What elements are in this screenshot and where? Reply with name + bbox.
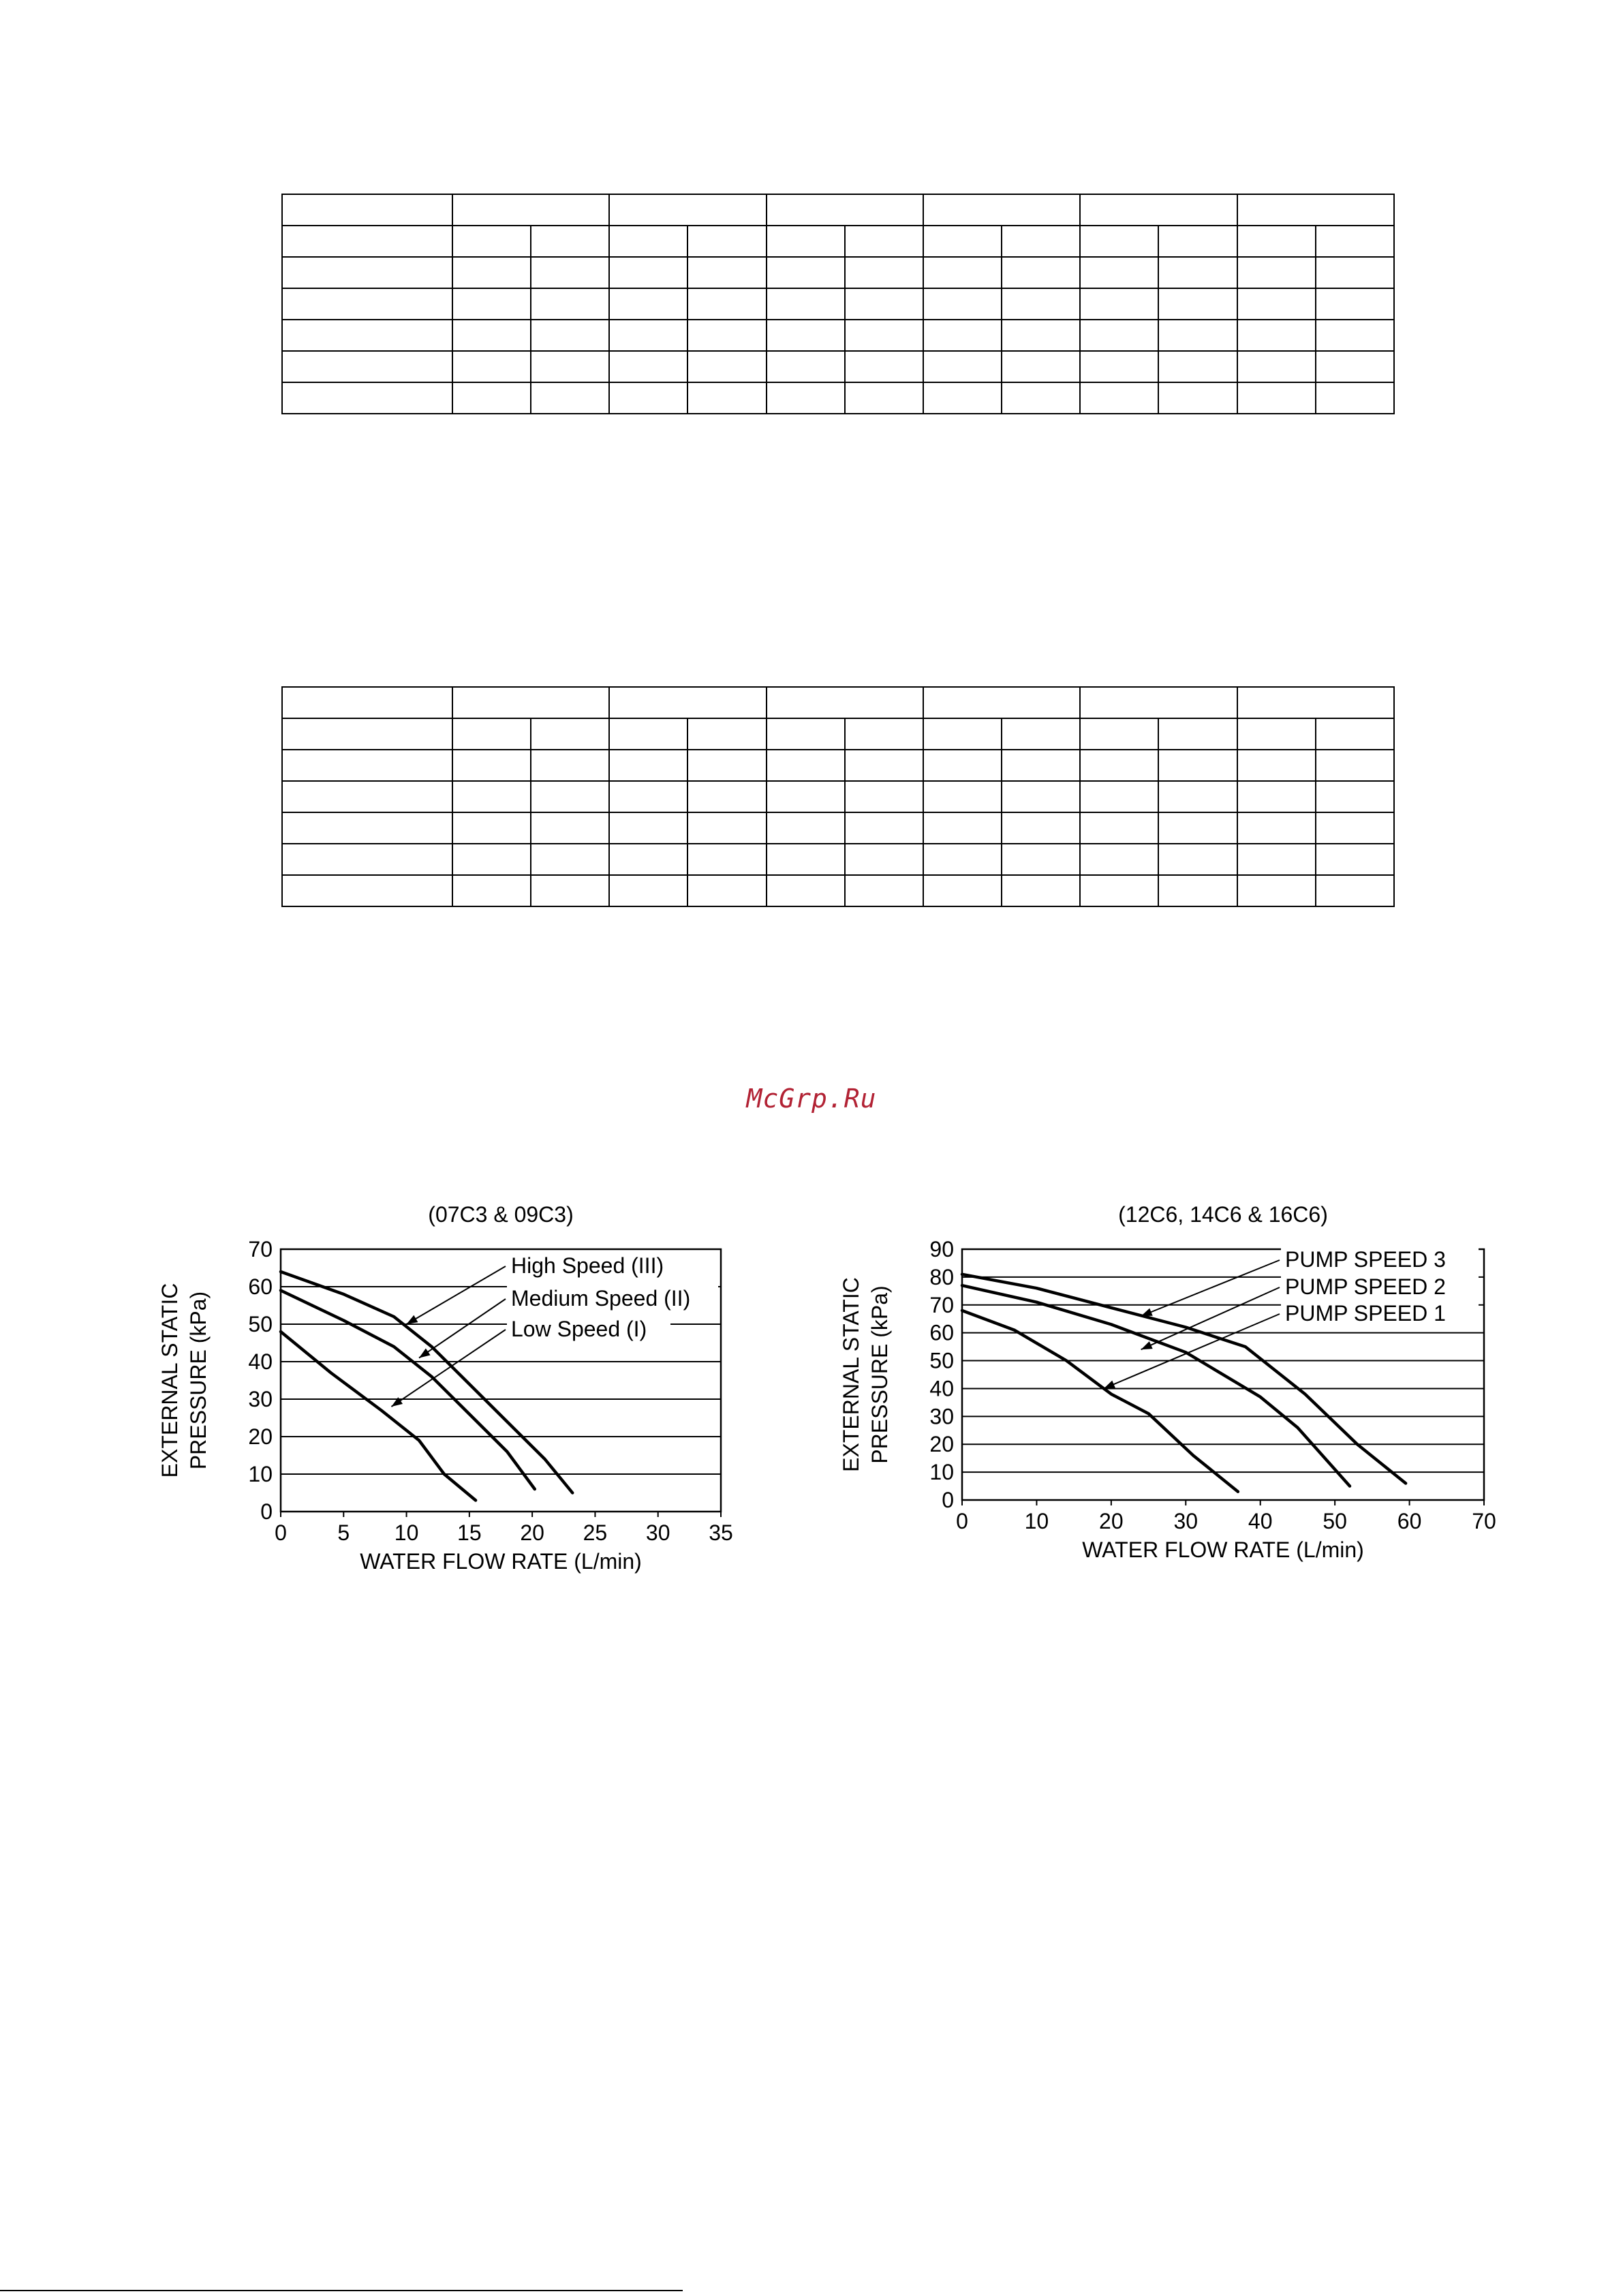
legend-arrowhead bbox=[419, 1349, 431, 1358]
y-tick-label: 10 bbox=[929, 1460, 954, 1485]
table-cell bbox=[282, 351, 452, 382]
table-cell bbox=[282, 257, 452, 288]
table-cell bbox=[687, 288, 766, 320]
table-cell bbox=[531, 844, 609, 875]
pressure-chart-07c3-09c3 bbox=[136, 1179, 784, 1574]
table-cell bbox=[531, 320, 609, 351]
table-cell bbox=[1316, 382, 1394, 414]
table-cell bbox=[1080, 320, 1158, 351]
table-cell bbox=[531, 781, 609, 812]
table-cell bbox=[1316, 844, 1394, 875]
table-cell bbox=[609, 718, 687, 750]
table-cell bbox=[1158, 320, 1237, 351]
footer-rule bbox=[0, 2290, 683, 2291]
table-cell bbox=[1316, 226, 1394, 257]
table-cell bbox=[845, 844, 923, 875]
table-cell bbox=[609, 781, 687, 812]
x-axis-label: WATER FLOW RATE (L/min) bbox=[360, 1549, 642, 1574]
table-cell bbox=[1316, 288, 1394, 320]
legend-label: Low Speed (I) bbox=[511, 1317, 647, 1341]
table-cell bbox=[1316, 812, 1394, 844]
table-cell bbox=[282, 781, 452, 812]
table-cell bbox=[767, 257, 845, 288]
table-cell bbox=[282, 875, 452, 906]
table-cell bbox=[767, 781, 845, 812]
table-cell bbox=[1316, 718, 1394, 750]
table-cell bbox=[1237, 812, 1316, 844]
table-cell bbox=[845, 288, 923, 320]
table-cell bbox=[687, 812, 766, 844]
x-tick-label: 10 bbox=[394, 1520, 419, 1545]
table-cell bbox=[609, 257, 687, 288]
table-cell bbox=[282, 812, 452, 844]
table-row bbox=[282, 781, 1394, 812]
x-tick-label: 20 bbox=[1099, 1509, 1124, 1533]
table-cell bbox=[767, 226, 845, 257]
y-tick-label: 90 bbox=[929, 1237, 954, 1261]
table-cell bbox=[531, 750, 609, 781]
table-cell bbox=[1316, 750, 1394, 781]
data-table-1 bbox=[281, 194, 1395, 414]
table-cell bbox=[282, 194, 452, 226]
table-cell bbox=[531, 257, 609, 288]
table-cell bbox=[1002, 875, 1080, 906]
table-cell bbox=[687, 718, 766, 750]
table-cell bbox=[767, 194, 923, 226]
table-cell bbox=[609, 351, 687, 382]
table-cell bbox=[531, 382, 609, 414]
table-cell bbox=[923, 194, 1080, 226]
y-axis-label: PRESSURE (kPa) bbox=[186, 1291, 211, 1470]
table-cell bbox=[1237, 750, 1316, 781]
table-cell bbox=[1002, 226, 1080, 257]
table-cell bbox=[845, 226, 923, 257]
x-tick-label: 0 bbox=[275, 1520, 287, 1545]
x-tick-label: 10 bbox=[1024, 1509, 1049, 1533]
x-tick-label: 30 bbox=[1173, 1509, 1199, 1533]
legend-label: Medium Speed (II) bbox=[511, 1286, 691, 1311]
chart-title: (12C6, 14C6 & 16C6) bbox=[1118, 1202, 1328, 1227]
table-cell bbox=[1316, 781, 1394, 812]
table-cell bbox=[1158, 844, 1237, 875]
y-tick-label: 80 bbox=[929, 1264, 954, 1289]
x-tick-label: 5 bbox=[337, 1520, 350, 1545]
table-cell bbox=[452, 844, 531, 875]
table-cell bbox=[1002, 718, 1080, 750]
table-cell bbox=[1237, 875, 1316, 906]
y-tick-label: 20 bbox=[248, 1424, 273, 1449]
table-row bbox=[282, 718, 1394, 750]
x-tick-label: 50 bbox=[1323, 1509, 1347, 1533]
table-row bbox=[282, 750, 1394, 781]
chart-title: (07C3 & 09C3) bbox=[428, 1202, 574, 1227]
table-cell bbox=[1316, 351, 1394, 382]
table-cell bbox=[452, 750, 531, 781]
table-cell bbox=[923, 718, 1002, 750]
table-cell bbox=[609, 812, 687, 844]
table-cell bbox=[1080, 875, 1158, 906]
table-cell bbox=[1080, 288, 1158, 320]
y-tick-label: 30 bbox=[248, 1387, 273, 1411]
table-cell bbox=[1080, 382, 1158, 414]
table-cell bbox=[687, 351, 766, 382]
table-cell bbox=[1237, 382, 1316, 414]
table-cell bbox=[1002, 812, 1080, 844]
table-cell bbox=[1002, 382, 1080, 414]
legend-label: PUMP SPEED 2 bbox=[1285, 1274, 1446, 1299]
table-cell bbox=[609, 750, 687, 781]
table-cell bbox=[687, 320, 766, 351]
table-cell bbox=[1002, 320, 1080, 351]
x-tick-label: 15 bbox=[457, 1520, 482, 1545]
y-axis-label: EXTERNAL STATIC bbox=[157, 1283, 182, 1478]
table-cell bbox=[609, 226, 687, 257]
table-cell bbox=[1158, 382, 1237, 414]
table-cell bbox=[1080, 844, 1158, 875]
y-tick-label: 50 bbox=[248, 1312, 273, 1336]
table-cell bbox=[767, 320, 845, 351]
legend-leader bbox=[1141, 1260, 1280, 1316]
table-cell bbox=[923, 781, 1002, 812]
table-row bbox=[282, 844, 1394, 875]
table-cell bbox=[1080, 194, 1237, 226]
table-cell bbox=[923, 812, 1002, 844]
table-cell bbox=[1002, 844, 1080, 875]
table-cell bbox=[1158, 812, 1237, 844]
table-cell bbox=[767, 812, 845, 844]
y-tick-label: 30 bbox=[929, 1404, 954, 1429]
y-tick-label: 70 bbox=[929, 1292, 954, 1317]
y-tick-label: 20 bbox=[929, 1432, 954, 1457]
table-cell bbox=[845, 812, 923, 844]
table-cell bbox=[1080, 687, 1237, 718]
x-tick-label: 35 bbox=[709, 1520, 733, 1545]
x-tick-label: 70 bbox=[1472, 1509, 1496, 1533]
table-cell bbox=[1080, 750, 1158, 781]
y-tick-label: 60 bbox=[248, 1274, 273, 1299]
table-cell bbox=[845, 718, 923, 750]
table-cell bbox=[923, 257, 1002, 288]
table-cell bbox=[1002, 288, 1080, 320]
table-cell bbox=[923, 687, 1080, 718]
table-cell bbox=[1158, 718, 1237, 750]
table-cell bbox=[687, 844, 766, 875]
y-tick-label: 70 bbox=[248, 1237, 273, 1261]
table-cell bbox=[452, 687, 609, 718]
series-line bbox=[962, 1311, 1238, 1492]
table-row bbox=[282, 382, 1394, 414]
table-cell bbox=[282, 750, 452, 781]
table-cell bbox=[609, 320, 687, 351]
data-table-2 bbox=[281, 686, 1395, 907]
y-tick-label: 40 bbox=[248, 1349, 273, 1374]
table-cell bbox=[1237, 320, 1316, 351]
table-row bbox=[282, 194, 1394, 226]
table-cell bbox=[767, 351, 845, 382]
table-row bbox=[282, 812, 1394, 844]
table-cell bbox=[531, 718, 609, 750]
table-row bbox=[282, 288, 1394, 320]
table-row bbox=[282, 351, 1394, 382]
table-cell bbox=[1080, 257, 1158, 288]
x-tick-label: 40 bbox=[1248, 1509, 1273, 1533]
table-cell bbox=[923, 351, 1002, 382]
table-cell bbox=[1158, 351, 1237, 382]
table-cell bbox=[1237, 351, 1316, 382]
table-cell bbox=[531, 226, 609, 257]
table-cell bbox=[1158, 750, 1237, 781]
table-cell bbox=[452, 257, 531, 288]
pressure-chart-12c6-14c6-16c6 bbox=[818, 1179, 1499, 1595]
table-cell bbox=[531, 351, 609, 382]
y-tick-label: 50 bbox=[929, 1348, 954, 1373]
table-cell bbox=[923, 226, 1002, 257]
x-tick-label: 60 bbox=[1397, 1509, 1422, 1533]
table-cell bbox=[845, 875, 923, 906]
legend-label: High Speed (III) bbox=[511, 1253, 664, 1278]
table-cell bbox=[531, 875, 609, 906]
table-cell bbox=[282, 382, 452, 414]
table-cell bbox=[452, 718, 531, 750]
table-cell bbox=[845, 781, 923, 812]
table-cell bbox=[1237, 844, 1316, 875]
table-cell bbox=[452, 226, 531, 257]
table-cell bbox=[531, 288, 609, 320]
table-cell bbox=[687, 750, 766, 781]
table-cell bbox=[1002, 351, 1080, 382]
table-cell bbox=[687, 257, 766, 288]
table-cell bbox=[452, 288, 531, 320]
y-tick-label: 0 bbox=[260, 1499, 273, 1524]
table-row bbox=[282, 257, 1394, 288]
table-cell bbox=[767, 875, 845, 906]
legend-arrowhead bbox=[407, 1315, 418, 1324]
table-cell bbox=[767, 382, 845, 414]
table-cell bbox=[282, 718, 452, 750]
table-row bbox=[282, 320, 1394, 351]
x-tick-label: 30 bbox=[645, 1520, 670, 1545]
table-cell bbox=[687, 226, 766, 257]
table-cell bbox=[452, 351, 531, 382]
table-cell bbox=[609, 288, 687, 320]
table-cell bbox=[1080, 226, 1158, 257]
table-cell bbox=[767, 718, 845, 750]
table-cell bbox=[1002, 257, 1080, 288]
legend-arrowhead bbox=[1141, 1341, 1153, 1349]
table-cell bbox=[1237, 687, 1394, 718]
table-cell bbox=[1237, 288, 1316, 320]
legend-arrowhead bbox=[1141, 1308, 1153, 1317]
table-cell bbox=[845, 351, 923, 382]
table-cell bbox=[452, 194, 609, 226]
table-cell bbox=[767, 844, 845, 875]
table-cell bbox=[1316, 257, 1394, 288]
table-cell bbox=[767, 288, 845, 320]
table-cell bbox=[282, 320, 452, 351]
table-cell bbox=[1237, 718, 1316, 750]
table-cell bbox=[1316, 875, 1394, 906]
table-cell bbox=[1237, 781, 1316, 812]
table-cell bbox=[609, 844, 687, 875]
table-cell bbox=[923, 750, 1002, 781]
table-cell bbox=[923, 875, 1002, 906]
y-axis-label: PRESSURE (kPa) bbox=[867, 1285, 892, 1464]
table-cell bbox=[1158, 257, 1237, 288]
table-cell bbox=[1158, 875, 1237, 906]
table-cell bbox=[452, 781, 531, 812]
table-cell bbox=[282, 288, 452, 320]
table-cell bbox=[1158, 226, 1237, 257]
table-cell bbox=[1158, 288, 1237, 320]
table-cell bbox=[923, 382, 1002, 414]
table-cell bbox=[845, 320, 923, 351]
table-cell bbox=[845, 382, 923, 414]
table-cell bbox=[609, 687, 766, 718]
table-cell bbox=[923, 320, 1002, 351]
table-cell bbox=[687, 781, 766, 812]
table-row bbox=[282, 875, 1394, 906]
legend-leader bbox=[407, 1266, 506, 1324]
legend-arrowhead bbox=[1104, 1381, 1115, 1389]
legend-leader bbox=[419, 1299, 506, 1358]
table-cell bbox=[452, 382, 531, 414]
table-cell bbox=[452, 875, 531, 906]
table-cell bbox=[609, 875, 687, 906]
table-cell bbox=[1237, 226, 1316, 257]
y-axis-label: EXTERNAL STATIC bbox=[839, 1277, 863, 1472]
table-cell bbox=[767, 687, 923, 718]
table-cell bbox=[1237, 257, 1316, 288]
legend-label: PUMP SPEED 1 bbox=[1285, 1301, 1446, 1326]
table-cell bbox=[845, 750, 923, 781]
table-cell bbox=[1080, 351, 1158, 382]
y-tick-label: 40 bbox=[929, 1376, 954, 1401]
table-cell bbox=[531, 812, 609, 844]
table-cell bbox=[282, 844, 452, 875]
table-cell bbox=[687, 875, 766, 906]
y-tick-label: 0 bbox=[942, 1488, 954, 1512]
x-tick-label: 25 bbox=[583, 1520, 608, 1545]
table-cell bbox=[282, 687, 452, 718]
table-cell bbox=[923, 844, 1002, 875]
table-cell bbox=[282, 226, 452, 257]
watermark: McGrp.Ru bbox=[746, 1084, 877, 1114]
x-tick-label: 20 bbox=[520, 1520, 544, 1545]
y-tick-label: 10 bbox=[248, 1462, 273, 1486]
x-axis-label: WATER FLOW RATE (L/min) bbox=[1082, 1537, 1364, 1562]
table-cell bbox=[609, 194, 766, 226]
table-cell bbox=[1080, 781, 1158, 812]
table-cell bbox=[767, 750, 845, 781]
table-cell bbox=[1237, 194, 1394, 226]
table-cell bbox=[452, 320, 531, 351]
table-cell bbox=[1002, 750, 1080, 781]
table-cell bbox=[609, 382, 687, 414]
table-row bbox=[282, 226, 1394, 257]
table-cell bbox=[1080, 812, 1158, 844]
table-cell bbox=[923, 288, 1002, 320]
table-cell bbox=[1002, 781, 1080, 812]
table-cell bbox=[1158, 781, 1237, 812]
table-cell bbox=[1316, 320, 1394, 351]
table-cell bbox=[845, 257, 923, 288]
table-cell bbox=[687, 382, 766, 414]
legend-leader bbox=[1141, 1287, 1280, 1349]
legend-label: PUMP SPEED 3 bbox=[1285, 1247, 1446, 1272]
x-tick-label: 0 bbox=[956, 1509, 968, 1533]
table-cell bbox=[1080, 718, 1158, 750]
series-line bbox=[281, 1291, 535, 1490]
table-cell bbox=[452, 812, 531, 844]
table-row bbox=[282, 687, 1394, 718]
y-tick-label: 60 bbox=[929, 1320, 954, 1345]
series-line bbox=[281, 1332, 476, 1501]
